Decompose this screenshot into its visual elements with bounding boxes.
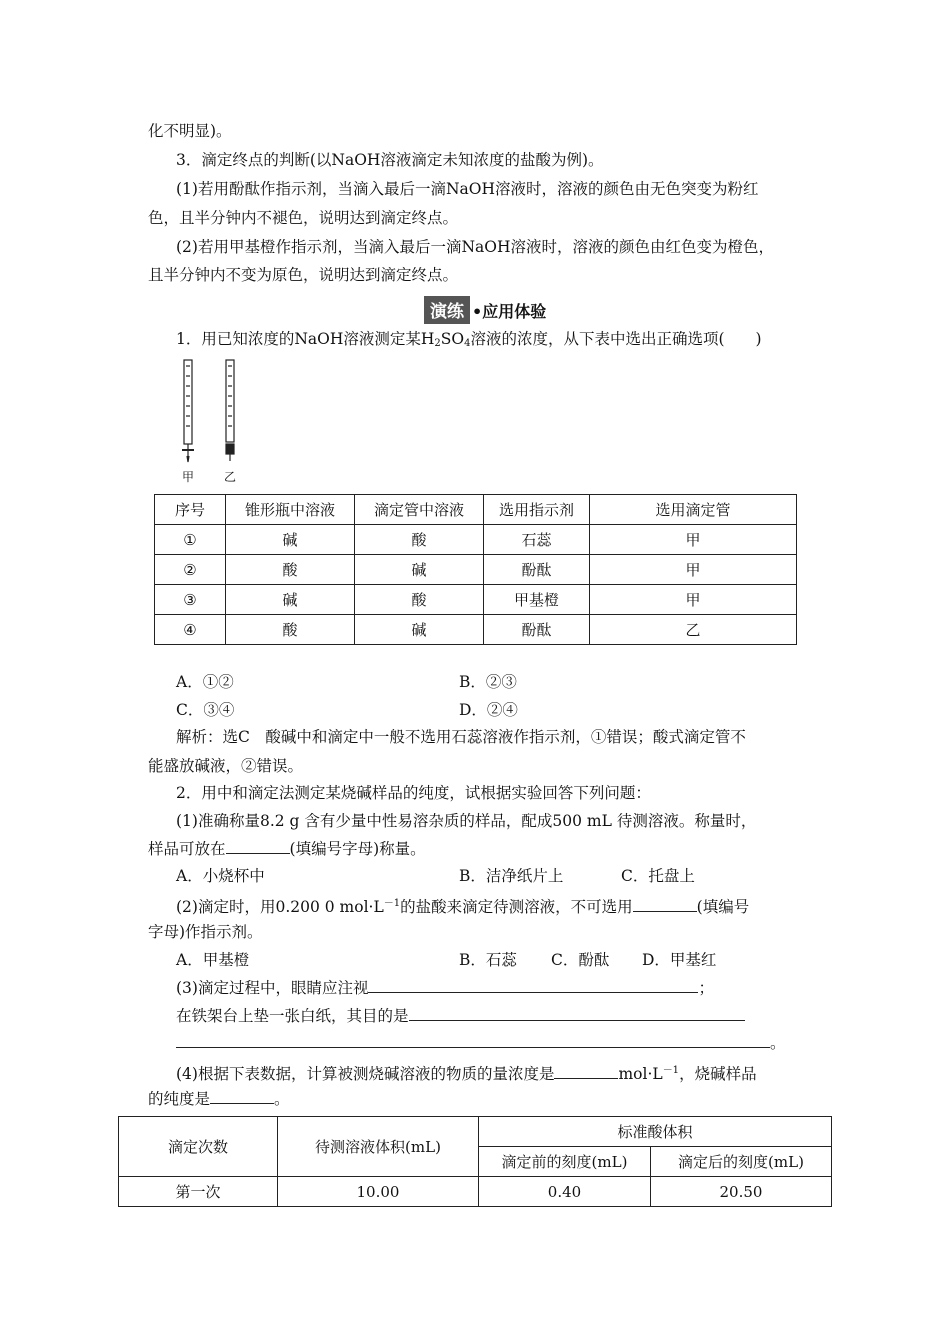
titration-data-table [118, 1116, 832, 1207]
question-1-stem: 1．用已知浓度的NaOH溶液测定某H2SO4溶液的浓度，从下表中选出正确选项( ) [176, 330, 762, 349]
table-cell: 甲 [590, 525, 797, 555]
banner-tag: 演练 [424, 296, 470, 324]
header-cell: 滴定次数 [119, 1117, 278, 1177]
table-cell: 酚酞 [484, 615, 590, 645]
q2-part3-line3: 。 [176, 1032, 786, 1054]
header-cell: 待测溶液体积(mL) [278, 1117, 479, 1177]
table-cell: 碱 [355, 615, 484, 645]
table-header-row [155, 495, 797, 525]
table-cell: 甲 [590, 555, 797, 585]
q2-part2-opt-d: D．甲基红 [642, 951, 717, 969]
table-cell: 乙 [590, 615, 797, 645]
header-cell: 选用滴定管 [590, 495, 797, 525]
q2-part3-line2: 在铁架台上垫一张白纸，其目的是 [176, 1005, 745, 1027]
q2-part4-line1: (4)根据下表数据，计算被测烧碱溶液的物质的量浓度是 $mol\cdot L^{-1}$，烧碱样品 [176, 1065, 757, 1083]
header-cell: 序号 [155, 495, 226, 525]
q2-part1-line2: 样品可放在 (填编号字母)称量。 [148, 840, 426, 858]
q2-part2-opt-a: A．甲基橙 [176, 951, 250, 969]
table-cell: 20.50 [651, 1177, 832, 1207]
answer-blank[interactable] [226, 839, 290, 854]
q2-part1-opt-b: B．洁净纸片上 [459, 867, 564, 885]
analysis-2: 能盛放碱液，②错误。 [148, 757, 304, 775]
paragraph-methyl-orange-2: 且半分钟内不变为原色，说明达到滴定终点。 [148, 266, 459, 284]
header-cell: 标准酸体积 [479, 1117, 832, 1147]
table-row [155, 585, 797, 615]
q2-part1-line1: (1)准确称量8.2 g 含有少量中性易溶杂质的样品，配成500 mL 待测溶液。称量时， [176, 812, 757, 830]
q2-part1-opt-a: A．小烧杯中 [176, 867, 265, 885]
section-banner [424, 296, 546, 324]
option-d: D．②④ [459, 701, 518, 719]
q2-part2-line1: (2)滴定时，用0.200 0 $mol\cdot L^{-1}$的盐酸来滴定待测溶液，不可选用 (填编号 [176, 898, 750, 916]
table-cell: 石蕊 [484, 525, 590, 555]
table-cell: 10.00 [278, 1177, 479, 1207]
table-cell: ③ [155, 585, 226, 615]
table-row [119, 1177, 832, 1207]
answer-blank[interactable] [210, 1089, 274, 1104]
header-cell: 滴定后的刻度(mL) [651, 1147, 832, 1177]
table-cell: 酸 [226, 555, 355, 585]
table-cell: 0.40 [479, 1177, 651, 1207]
option-a: A．①② [176, 673, 234, 691]
table-cell: 酸 [355, 525, 484, 555]
q2-part2-line2: 字母)作指示剂。 [148, 923, 263, 941]
burette-yi-icon [226, 360, 234, 461]
answer-blank[interactable] [176, 1033, 770, 1048]
q2-part4-line2: 的纯度是 。 [148, 1090, 290, 1108]
analysis-1: 解析：选C 酸碱中和滴定中一般不选用石蕊溶液作指示剂，①错误；酸式滴定管不 [176, 728, 746, 746]
header-cell: 滴定前的刻度(mL) [479, 1147, 651, 1177]
table-cell: 碱 [355, 555, 484, 585]
table-cell: 酚酞 [484, 555, 590, 585]
question-2-stem: 2．用中和滴定法测定某烧碱样品的纯度，试根据实验回答下列问题： [176, 784, 651, 802]
answer-blank[interactable] [633, 897, 697, 912]
table-cell: 第一次 [119, 1177, 278, 1207]
section-heading-3: 3．滴定终点的判断(以NaOH溶液滴定未知浓度的盐酸为例)。 [176, 151, 604, 169]
answer-blank[interactable] [554, 1064, 618, 1079]
table-cell: ② [155, 555, 226, 585]
option-c: C．③④ [176, 701, 235, 719]
table-cell: 碱 [226, 525, 355, 555]
q2-part2-opt-c: C．酚酞 [551, 951, 610, 969]
banner-subtitle: •应用体验 [472, 301, 547, 321]
table-row [155, 555, 797, 585]
answer-blank[interactable] [368, 978, 698, 993]
paragraph-phenolphthalein-2: 色，且半分钟内不褪色，说明达到滴定终点。 [148, 209, 459, 227]
q2-part2-opt-b: B．石蕊 [459, 951, 517, 969]
paragraph-phenolphthalein-1: (1)若用酚酞作指示剂，当滴入最后一滴NaOH溶液时，溶液的颜色由无色突变为粉红 [176, 180, 759, 198]
header-cell: 选用指示剂 [484, 495, 590, 525]
table-cell: 甲基橙 [484, 585, 590, 615]
paragraph-methyl-orange-1: (2)若用甲基橙作指示剂，当滴入最后一滴NaOH溶液时，溶液的颜色由红色变为橙色， [176, 238, 774, 256]
options-table [154, 494, 797, 645]
option-b: B．②③ [459, 673, 517, 691]
table-cell: 酸 [226, 615, 355, 645]
tube-label-jia: 甲 [182, 470, 195, 484]
table-cell: 碱 [226, 585, 355, 615]
header-cell: 锥形瓶中溶液 [226, 495, 355, 525]
q2-part3-line1: (3)滴定过程中，眼睛应注视 ； [176, 979, 714, 997]
answer-blank[interactable] [409, 1006, 745, 1021]
table-cell: ① [155, 525, 226, 555]
table-header-row [119, 1117, 832, 1147]
burette-figure [176, 356, 256, 464]
burette-jia-icon [182, 360, 194, 462]
table-cell: ④ [155, 615, 226, 645]
q2-part1-opt-c: C．托盘上 [621, 867, 695, 885]
table-row [155, 525, 797, 555]
paragraph-continuation: 化不明显)。 [148, 122, 232, 140]
tube-label-yi: 乙 [224, 470, 237, 484]
table-cell: 甲 [590, 585, 797, 615]
header-cell: 滴定管中溶液 [355, 495, 484, 525]
table-row [155, 615, 797, 645]
table-cell: 酸 [355, 585, 484, 615]
